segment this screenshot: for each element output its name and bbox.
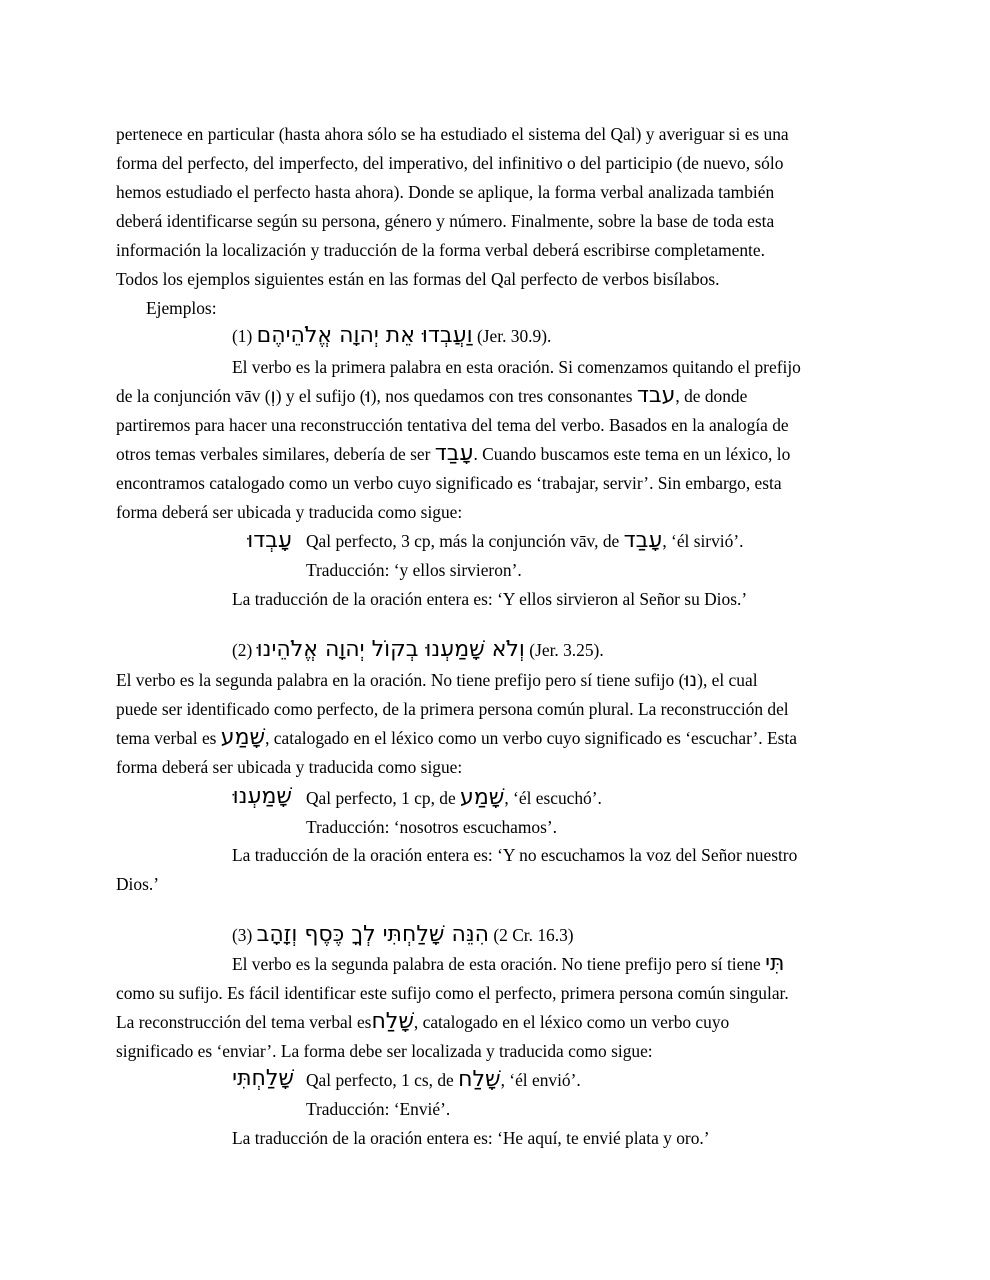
text-span: , catalogado en el léxico como un verbo cuyo	[413, 1012, 730, 1032]
example1-line-1: El verbo es la primera palabra en esta oración. Si comenzamos quitando el prefijo	[232, 357, 801, 377]
intro-line-4: deberá identificarse según su persona, género y número. Finalmente, sobre la base de toda esta	[116, 211, 775, 231]
example3-translation: Traducción: ‘Envié’.	[306, 1099, 451, 1119]
example3-hebrew: הִנֵּה שָׁלַחְתִּי לְךָ כֶּסֶף וְזָהָב	[256, 922, 490, 947]
text-span: , ‘él sirvió’.	[662, 531, 744, 551]
example3-header	[232, 923, 574, 947]
hebrew-span: שָׁמַע	[220, 725, 266, 750]
hebrew-span: שָׁמַע	[460, 785, 505, 810]
hebrew-span: נוּ	[684, 669, 698, 691]
example3-number: (3)	[232, 925, 253, 945]
hebrew-span: עבד	[636, 383, 676, 408]
text-span: , catalogado en el léxico como un verbo cuyo significado es ‘escuchar’. Esta	[265, 728, 797, 748]
example1-parse-form: עָבְדוּ	[247, 528, 292, 553]
example2-ref: (Jer. 3.25).	[529, 640, 604, 660]
hebrew-span: שָׁלַח	[458, 1067, 501, 1092]
example1-translation: Traducción: ‘y ellos sirvieron’.	[306, 560, 522, 580]
example2-line-1	[116, 668, 758, 692]
text-span: ), el cual	[697, 670, 758, 690]
text-span: de la conjunción vāv (	[116, 386, 271, 406]
intro-line-3: hemos estudiado el perfecto hasta ahora). Donde se aplique, la forma verbal analizada también	[116, 182, 775, 202]
example1-ref: (Jer. 30.9).	[476, 326, 552, 346]
hebrew-span: עָבַד	[623, 528, 663, 553]
text-span: tema verbal es	[116, 728, 217, 748]
text-span: , ‘él escuchó’.	[504, 788, 602, 808]
example2-translation: Traducción: ‘nosotros escuchamos’.	[306, 817, 557, 837]
text-span: ), nos quedamos con tres consonantes	[370, 386, 633, 406]
text-span: . Cuando buscamos este tema en un léxico, lo	[473, 444, 791, 464]
hebrew-span: תִּי	[765, 951, 785, 976]
example1-parse-line	[306, 529, 743, 553]
example3-parse-line	[306, 1068, 581, 1092]
example2-line-4: forma deberá ser ubicada y traducida como sigue:	[116, 757, 463, 777]
example2-line-2: puede ser identificado como perfecto, de la primera persona común plural. La reconstrucción del	[116, 699, 789, 719]
example1-header	[232, 324, 551, 348]
example3-parse-form: שָׁלַחְתִּי	[232, 1066, 294, 1091]
examples-heading: Ejemplos:	[146, 298, 217, 318]
text-span: ) y el sufijo (	[275, 386, 366, 406]
example1-line-4	[116, 442, 790, 466]
example3-ref: (2 Cr. 16.3)	[493, 925, 574, 945]
example1-number: (1)	[232, 326, 253, 346]
text-span: La reconstrucción del tema verbal es	[116, 1012, 372, 1032]
example3-line-3	[116, 1010, 729, 1034]
hebrew-span: עָבַד	[434, 441, 474, 466]
example1-hebrew: וַעֲבְדוּ אֵת יְהוָה אֱלֹהֵיהֶם	[256, 323, 473, 348]
text-span: El verbo es la segunda palabra de esta oración. No tiene prefijo pero sí tiene	[232, 954, 761, 974]
example1-sentence-translation: La traducción de la oración entera es: ‘Y ellos sirvieron al Señor su Dios.’	[232, 589, 748, 609]
text-span: Qal perfecto, 1 cs, de	[306, 1070, 454, 1090]
example3-line-4: significado es ‘enviar’. La forma debe ser localizada y traducida como sigue:	[116, 1041, 653, 1061]
example1-line-5: encontramos catalogado como un verbo cuyo significado es ‘trabajar, servir’. Sin embargo, esta	[116, 473, 782, 493]
intro-line-6: Todos los ejemplos siguientes están en las formas del Qal perfecto de verbos bisílabos.	[116, 269, 720, 289]
text-span: , de donde	[675, 386, 748, 406]
example3-line-1	[232, 952, 785, 976]
example2-sentence-translation-2: Dios.’	[116, 874, 159, 894]
example1-line-3: partiremos para hacer una reconstrucción tentativa del tema del verbo. Basados en la analogía de	[116, 415, 789, 435]
hebrew-span: וְ	[270, 385, 276, 407]
example1-line-6: forma deberá ser ubicada y traducida como sigue:	[116, 502, 463, 522]
example2-sentence-translation-1: La traducción de la oración entera es: ‘Y no escuchamos la voz del Señor nuestro	[232, 845, 798, 865]
example2-parse-line	[306, 786, 602, 810]
example3-line-2: como su sufijo. Es fácil identificar este sufijo como el perfecto, primera persona común singular.	[116, 983, 789, 1003]
example3-sentence-translation: La traducción de la oración entera es: ‘He aquí, te envié plata y oro.’	[232, 1128, 710, 1148]
hebrew-span: וּ	[365, 385, 371, 407]
intro-line-2: forma del perfecto, del imperfecto, del imperativo, del infinitivo o del participio (de nuevo, sólo	[116, 153, 784, 173]
text-span: Qal perfecto, 1 cp, de	[306, 788, 456, 808]
example1-line-2	[116, 384, 747, 408]
intro-line-1: pertenece en particular (hasta ahora sólo se ha estudiado el sistema del Qal) y averiguar si es una	[116, 124, 789, 144]
text-span: Qal perfecto, 3 cp, más la conjunción vāv, de	[306, 531, 620, 551]
hebrew-span: שָׁלַח	[371, 1009, 414, 1034]
text-span: otros temas verbales similares, debería de ser	[116, 444, 431, 464]
example2-header	[232, 638, 604, 662]
text-span: El verbo es la segunda palabra en la oración. No tiene prefijo pero sí tiene sufijo (	[116, 670, 685, 690]
example2-hebrew: וְלֹא שָׁמַעְנוּ בְקוֹל יְהוָה אֱלֹהֵינוּ	[256, 637, 525, 662]
example2-number: (2)	[232, 640, 253, 660]
intro-line-5: información la localización y traducción de la forma verbal deberá escribirse completamente.	[116, 240, 765, 260]
example2-line-3	[116, 726, 797, 750]
example2-parse-form: שָׁמַעְנוּ	[232, 784, 292, 809]
text-span: , ‘él envió’.	[500, 1070, 581, 1090]
